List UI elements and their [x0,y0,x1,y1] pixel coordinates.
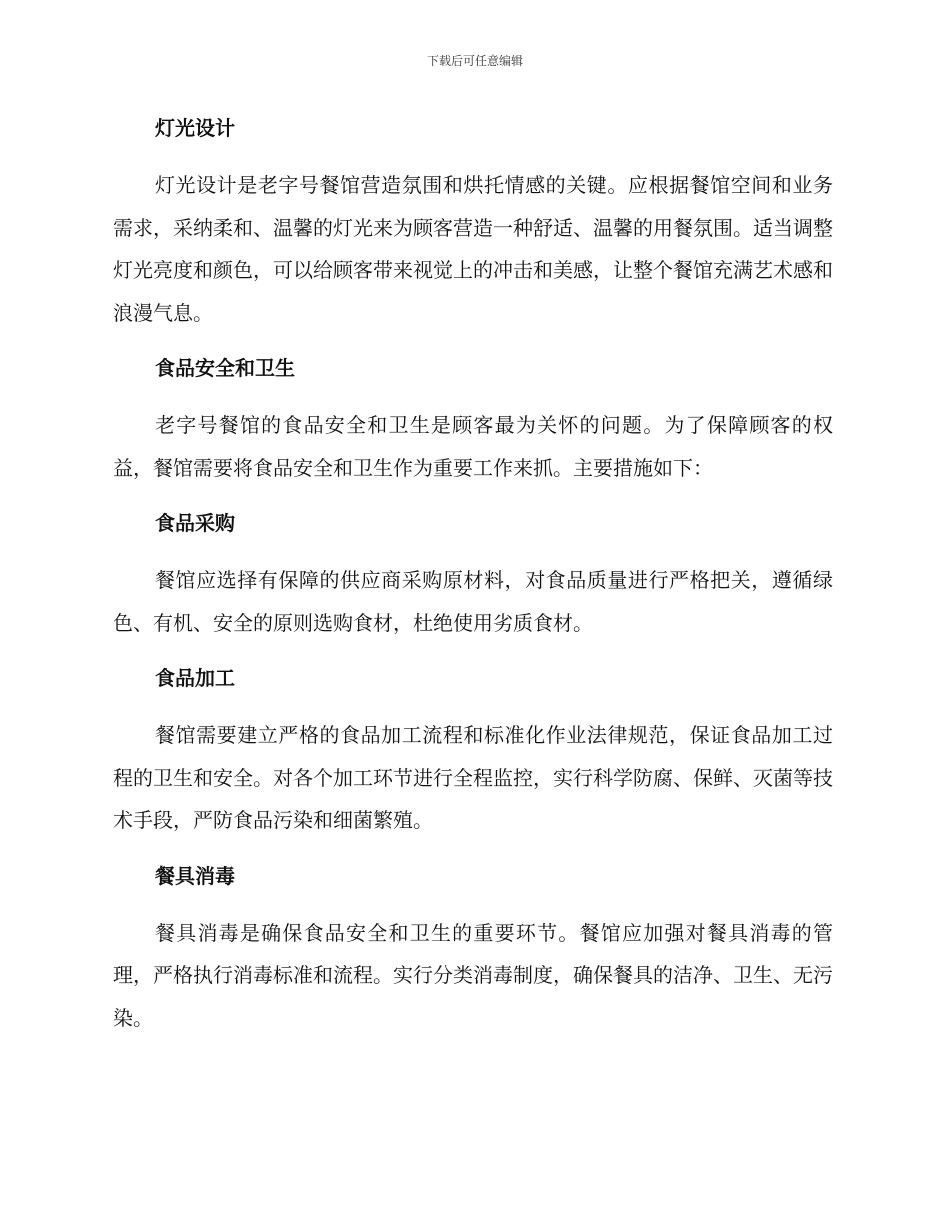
section-heading-tableware-disinfection: 餐具消毒 [155,863,235,888]
section-paragraph-lighting: 灯光设计是老字号餐馆营造氛围和烘托情感的关键。应根据餐馆空间和业务需求，采纳柔和、温馨的灯光来为顾客营造一种舒适、温馨的用餐氛围。适当调整灯光亮度和颜色，可以给顾客带来视觉上的冲击和美感，让整个餐馆充满艺术感和浪漫气息。 [113,173,833,325]
section-heading-food-safety: 食品安全和卫生 [155,356,295,380]
section-heading-food-processing: 食品加工 [155,666,235,690]
section-paragraph-food-processing: 餐馆需要建立严格的食品加工流程和标准化作业法律规范，保证食品加工过程的卫生和安全。对各个加工环节进行全程监控，实行科学防腐、保鲜、灭菌等技术手段，严防食品污染和细菌繁殖。 [113,723,833,832]
section-paragraph-food-procurement: 餐馆应选择有保障的供应商采购原材料，对食品质量进行严格把关，遵循绿色、有机、安全的原则选购食材，杜绝使用劣质食材。 [113,568,833,635]
section-paragraph-food-safety: 老字号餐馆的食品安全和卫生是顾客最为关怀的问题。为了保障顾客的权益，餐馆需要将食品安全和卫生作为重要工作来抓。主要措施如下： [113,413,833,480]
page-header: 下载后可任意编辑 [426,54,523,68]
document-body [113,110,833,1039]
section-paragraph-tableware-disinfection: 餐具消毒是确保食品安全和卫生的重要环节。餐馆应加强对餐具消毒的管理，严格执行消毒标准和流程。实行分类消毒制度，确保餐具的洁净、卫生、无污染。 [113,920,833,1030]
section-heading-food-procurement: 食品采购 [155,511,235,535]
section-heading-lighting: 灯光设计 [155,116,235,140]
